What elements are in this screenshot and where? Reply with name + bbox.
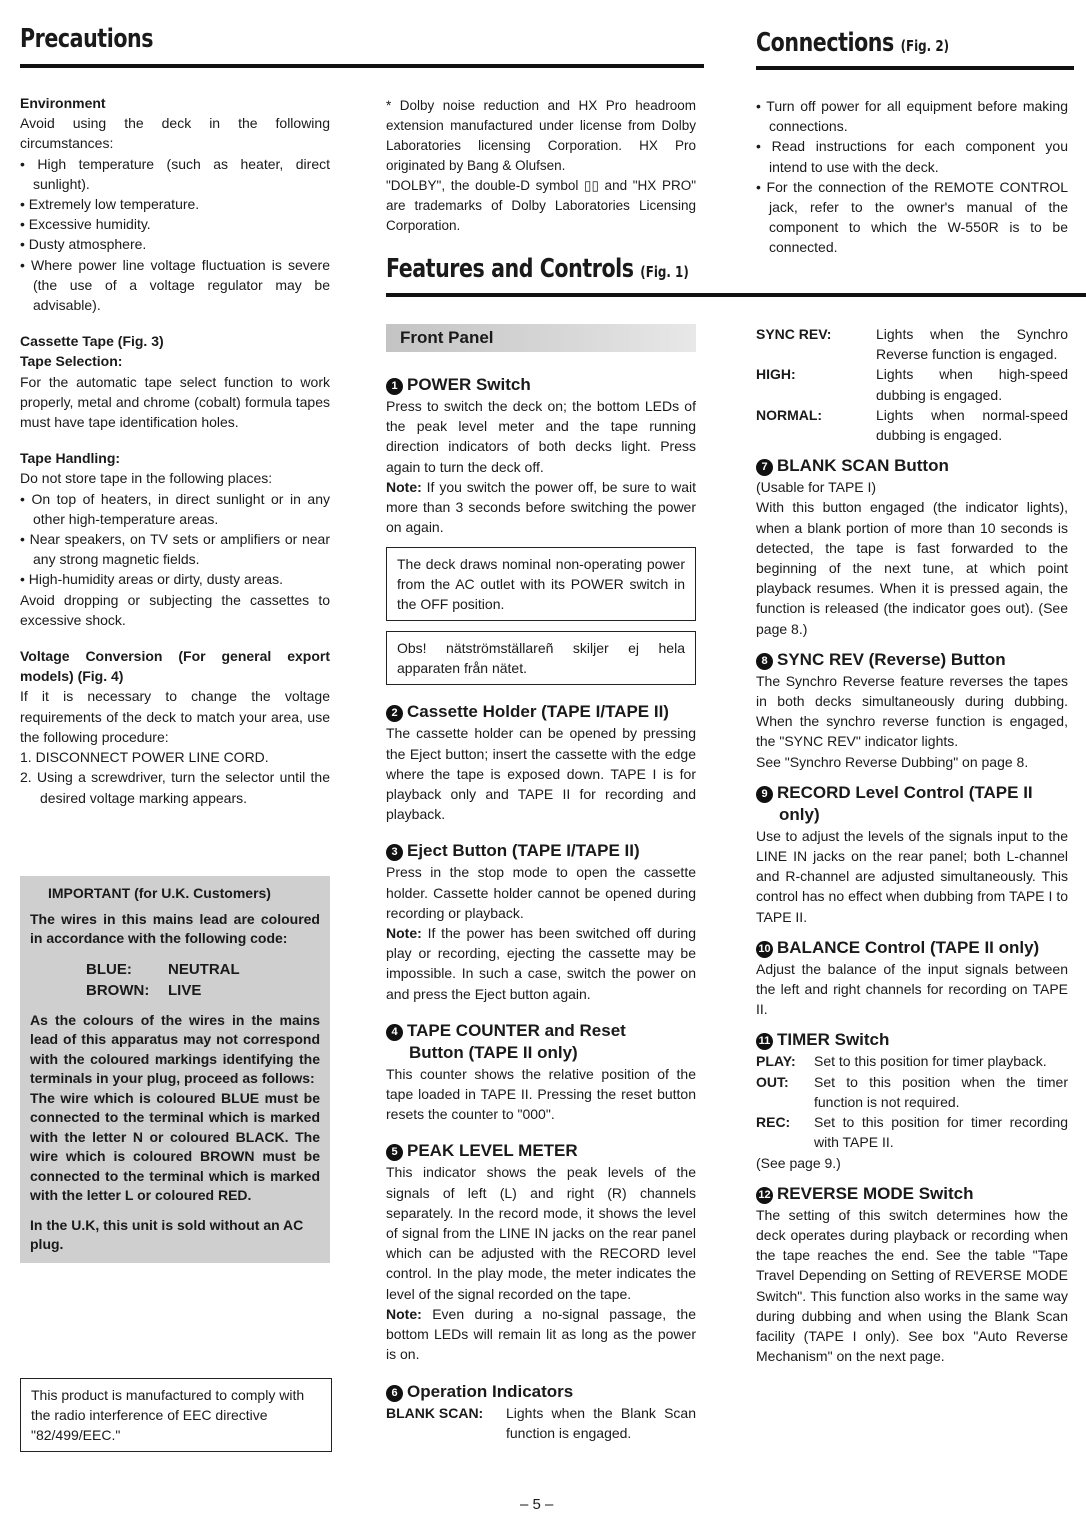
power-box-2: Obs! nätströmställareñ skiljer ej hela apparaten från nätet. [386, 631, 696, 685]
precautions-column [20, 93, 330, 808]
eject-button-title: 3 Eject Button (TAPE I/TAPE II) [386, 840, 696, 862]
reverse-mode-title: 12 REVERSE MODE Switch [756, 1183, 1068, 1205]
tape-handling-heading: Tape Handling: [20, 450, 121, 467]
number-badge: 6 [386, 1385, 403, 1402]
connections-title: Connections (Fig. 2) [756, 28, 950, 58]
voltage-intro: If it is necessary to change the voltage requirements of the deck to match your area, use the following procedure: [20, 688, 330, 745]
list-item: • On top of heaters, in direct sunlight or in any other high-temperature areas. [20, 490, 330, 527]
indicator-row: BLANK SCAN: Lights when the Blank Scan function is engaged. [386, 1404, 696, 1441]
front-panel-label: Front Panel [386, 324, 696, 352]
balance-title: 10 BALANCE Control (TAPE II only) [756, 937, 1068, 959]
tape-counter-title: 4 TAPE COUNTER and Reset [386, 1020, 696, 1042]
cassette-holder-title: 2 Cassette Holder (TAPE I/TAPE II) [386, 701, 696, 723]
list-item: • Extremely low temperature. [20, 196, 200, 213]
list-item: • Where power line voltage fluctuation is severe (the use of a voltage regulator may be advisable). [20, 256, 331, 314]
important-body: As the colours of the wires in the mains lead of this apparatus may not correspond with the coloured markings identifying the terminals in your plug, proceed as follows: [30, 1011, 320, 1086]
number-badge: 9 [756, 786, 773, 803]
peak-meter-text: This indicator shows the peak levels of the signals of left (L) and right (R) channels separately. In the record mode, it shows the level of signal from the LINE IN jacks on the rear panel which can be adjusted with the RECORD level control. In the play mode, the meter indicates the level of the signal recorded on the tape. [386, 1164, 696, 1302]
number-badge: 8 [756, 653, 773, 670]
operation-indicators-title: 6 Operation Indicators [386, 1381, 696, 1403]
features-column-2 [386, 374, 696, 1443]
sync-rev-text: The Synchro Reverse feature reverses the tapes in both decks simultaneously during dubbing. When the synchro reverse function is engaged, the "SYNC REV" indicator lights. [756, 672, 1068, 750]
eject-button-text: Press in the stop mode to open the cassette holder. Cassette holder cannot be opened during recording or playback. [386, 864, 696, 921]
sync-rev-title: 8 SYNC REV (Reverse) Button [756, 649, 1068, 671]
tape-selection-text: For the automatic tape select function to work properly, metal and chrome (cobalt) formula tapes must have tape identification holes. [20, 373, 330, 431]
important-rule: The wire which is coloured BLUE must be connected to the terminal which is marked with the letter N or coloured BLACK. The wire which is coloured BROWN must be connected to the terminal which is marked with the letter L or coloured RED. [30, 1089, 320, 1203]
indicator-row: SYNC REV: Lights when the Synchro Reverse function is engaged. [756, 326, 1068, 363]
number-badge: 1 [386, 378, 403, 395]
timer-row: PLAY: Set to this position for timer playback. [756, 1053, 1047, 1070]
indicator-row: HIGH: Lights when high-speed dubbing is engaged. [756, 366, 1068, 403]
list-item: • Dusty atmosphere. [20, 236, 147, 253]
tape-counter-title-2: Button (TAPE II only) [409, 1042, 578, 1062]
indicator-row: NORMAL: Lights when normal-speed dubbing is engaged. [756, 406, 1068, 444]
list-item: • Turn off power for all equipment before making connections. [756, 98, 1068, 135]
timer-title: 11 TIMER Switch [756, 1029, 1068, 1051]
record-level-title-2: only) [779, 804, 820, 824]
peak-meter-title: 5 PEAK LEVEL METER [386, 1140, 696, 1162]
power-switch-text: Press to switch the deck on; the bottom LEDs of the peak level meter and the tape running direction indicators of both decks light. Press again to turn the deck off. [386, 398, 696, 475]
dolby-license: * Dolby noise reduction and HX Pro headroom extension manufactured under license from Dolby Laboratories licensing Corporation. HX Pro originated by Bang & Olufsen. [386, 98, 696, 173]
power-switch-title: 1 POWER Switch [386, 374, 696, 396]
features-title: Features and Controls (Fig. 1) [386, 254, 689, 284]
code-row: BROWN: LIVE [86, 981, 202, 999]
code-row: BLUE: NEUTRAL [86, 960, 240, 978]
features-column-3 [756, 324, 1068, 1366]
number-badge: 12 [756, 1187, 773, 1204]
record-level-text: Use to adjust the levels of the signals input to the LINE IN jacks on the rear panel; both L-channel and R-channel are adjusted simultaneously. This control has no effect when dubbing from TAPE I to TAPE II. [756, 827, 1068, 925]
number-badge: 2 [386, 705, 403, 722]
record-level-title: 9 RECORD Level Control (TAPE II [756, 782, 1068, 804]
number-badge: 4 [386, 1024, 403, 1041]
number-badge: 11 [756, 1033, 773, 1050]
environment-heading: Environment [20, 95, 106, 111]
sync-rev-see: See "Synchro Reverse Dubbing" on page 8. [756, 753, 1029, 770]
cassette-holder-text: The cassette holder can be opened by pressing the Eject button; insert the cassette with the edge where the tape is exposed down. TAPE I is for playback only and TAPE II for recording and playback. [386, 725, 696, 823]
precautions-rule [20, 64, 704, 68]
list-item: • Excessive humidity. [20, 216, 151, 233]
blank-scan-usable: (Usable for TAPE I) [756, 479, 877, 496]
important-intro: The wires in this mains lead are coloured in accordance with the following code: [30, 910, 320, 946]
important-box [20, 876, 330, 1263]
precautions-title: Precautions [20, 24, 154, 54]
dolby-trademark: "DOLBY", the double-D symbol ▯▯ and "HX PRO" are trademarks of Dolby Laboratories Licensing Corporation. [386, 178, 696, 233]
blank-scan-text: With this button engaged (the indicator lights), when a blank portion of more than 10 seconds is detected, the tape is fast forwarded to the beginning of the next tune, at which point playback resumes. When it is pressed again, the function is released (the indicator goes out). (See page 8.) [756, 499, 1068, 637]
list-item: • High-humidity areas or dirty, dusty areas. [20, 571, 283, 588]
number-badge: 5 [386, 1144, 403, 1161]
list-item: • For the connection of the REMOTE CONTROL jack, refer to the owner's manual of the component to which the W-550R is to be connected. [756, 178, 1068, 256]
timer-row: OUT: Set to this position when the timer function is not required. [756, 1073, 1068, 1110]
page-number: – 5 – [520, 1496, 554, 1513]
tape-handling-intro: Do not store tape in the following places: [20, 470, 273, 487]
reverse-mode-text: The setting of this switch determines how the deck operates during playback or recording when the tape reaches the end. See the table "Tape Travel Depending on Setting of REVERSE MODE Switch". This function also works in the same way during dubbing and when using the Blank Scan facility (TAPE I only). See box "Auto Reverse Mechanism" on the next page. [756, 1206, 1068, 1365]
number-badge: 7 [756, 459, 773, 476]
number-badge: 10 [756, 941, 773, 958]
peak-meter-note: Note: Even during a no-signal passage, the bottom LEDs will remain lit as long as the power is on. [386, 1305, 696, 1363]
features-rule [386, 293, 1086, 297]
timer-row: REC: Set to this position for timer recording with TAPE II. [756, 1114, 1068, 1151]
number-badge: 3 [386, 844, 403, 861]
important-note: In the U.K, this unit is sold without an AC plug. [30, 1216, 304, 1252]
balance-text: Adjust the balance of the input signals between the left and right channels for recording on TAPE II. [756, 960, 1068, 1018]
list-item: • High temperature (such as heater, direct sunlight). [20, 155, 330, 192]
connections-rule [756, 66, 1074, 70]
list-item: • Read instructions for each component you intend to use with the deck. [756, 138, 1069, 175]
connections-column [756, 96, 1068, 258]
list-item: • Near speakers, on TV sets or amplifiers or near any strong magnetic fields. [20, 531, 330, 568]
dolby-notes [386, 96, 696, 236]
blank-scan-title: 7 BLANK SCAN Button [756, 455, 1068, 477]
power-box-1: The deck draws nominal non-operating power from the AC outlet with its POWER switch in the OFF position. [386, 547, 696, 621]
list-item: 1. DISCONNECT POWER LINE CORD. [20, 749, 269, 766]
cassette-heading: Cassette Tape (Fig. 3) [20, 333, 164, 350]
environment-intro: Avoid using the deck in the following circumstances: [20, 115, 330, 152]
tape-counter-text: This counter shows the relative position of the tape loaded in TAPE II. Pressing the reset button resets the counter to "000". [386, 1065, 696, 1123]
voltage-heading: Voltage Conversion (For general export models) (Fig. 4) [20, 648, 330, 685]
eec-box: This product is manufactured to comply with the radio interference of EEC directive "82/499/EEC." [20, 1378, 332, 1452]
timer-see: (See page 9.) [756, 1154, 841, 1171]
important-title: IMPORTANT (for U.K. Customers) [48, 885, 271, 901]
tape-selection-heading: Tape Selection: [20, 353, 123, 370]
tape-handling-outro: Avoid dropping or subjecting the cassettes to excessive shock. [20, 591, 330, 628]
list-item: 2. Using a screwdriver, turn the selector until the desired voltage marking appears. [20, 769, 330, 806]
eject-button-note: Note: If the power has been switched off during play or recording, ejecting the cassette may be impossible. In such a case, switch the power on and press the Eject button again. [386, 925, 697, 1002]
power-switch-note: Note: If you switch the power off, be sure to wait more than 3 seconds before switching the power on again. [386, 478, 697, 536]
